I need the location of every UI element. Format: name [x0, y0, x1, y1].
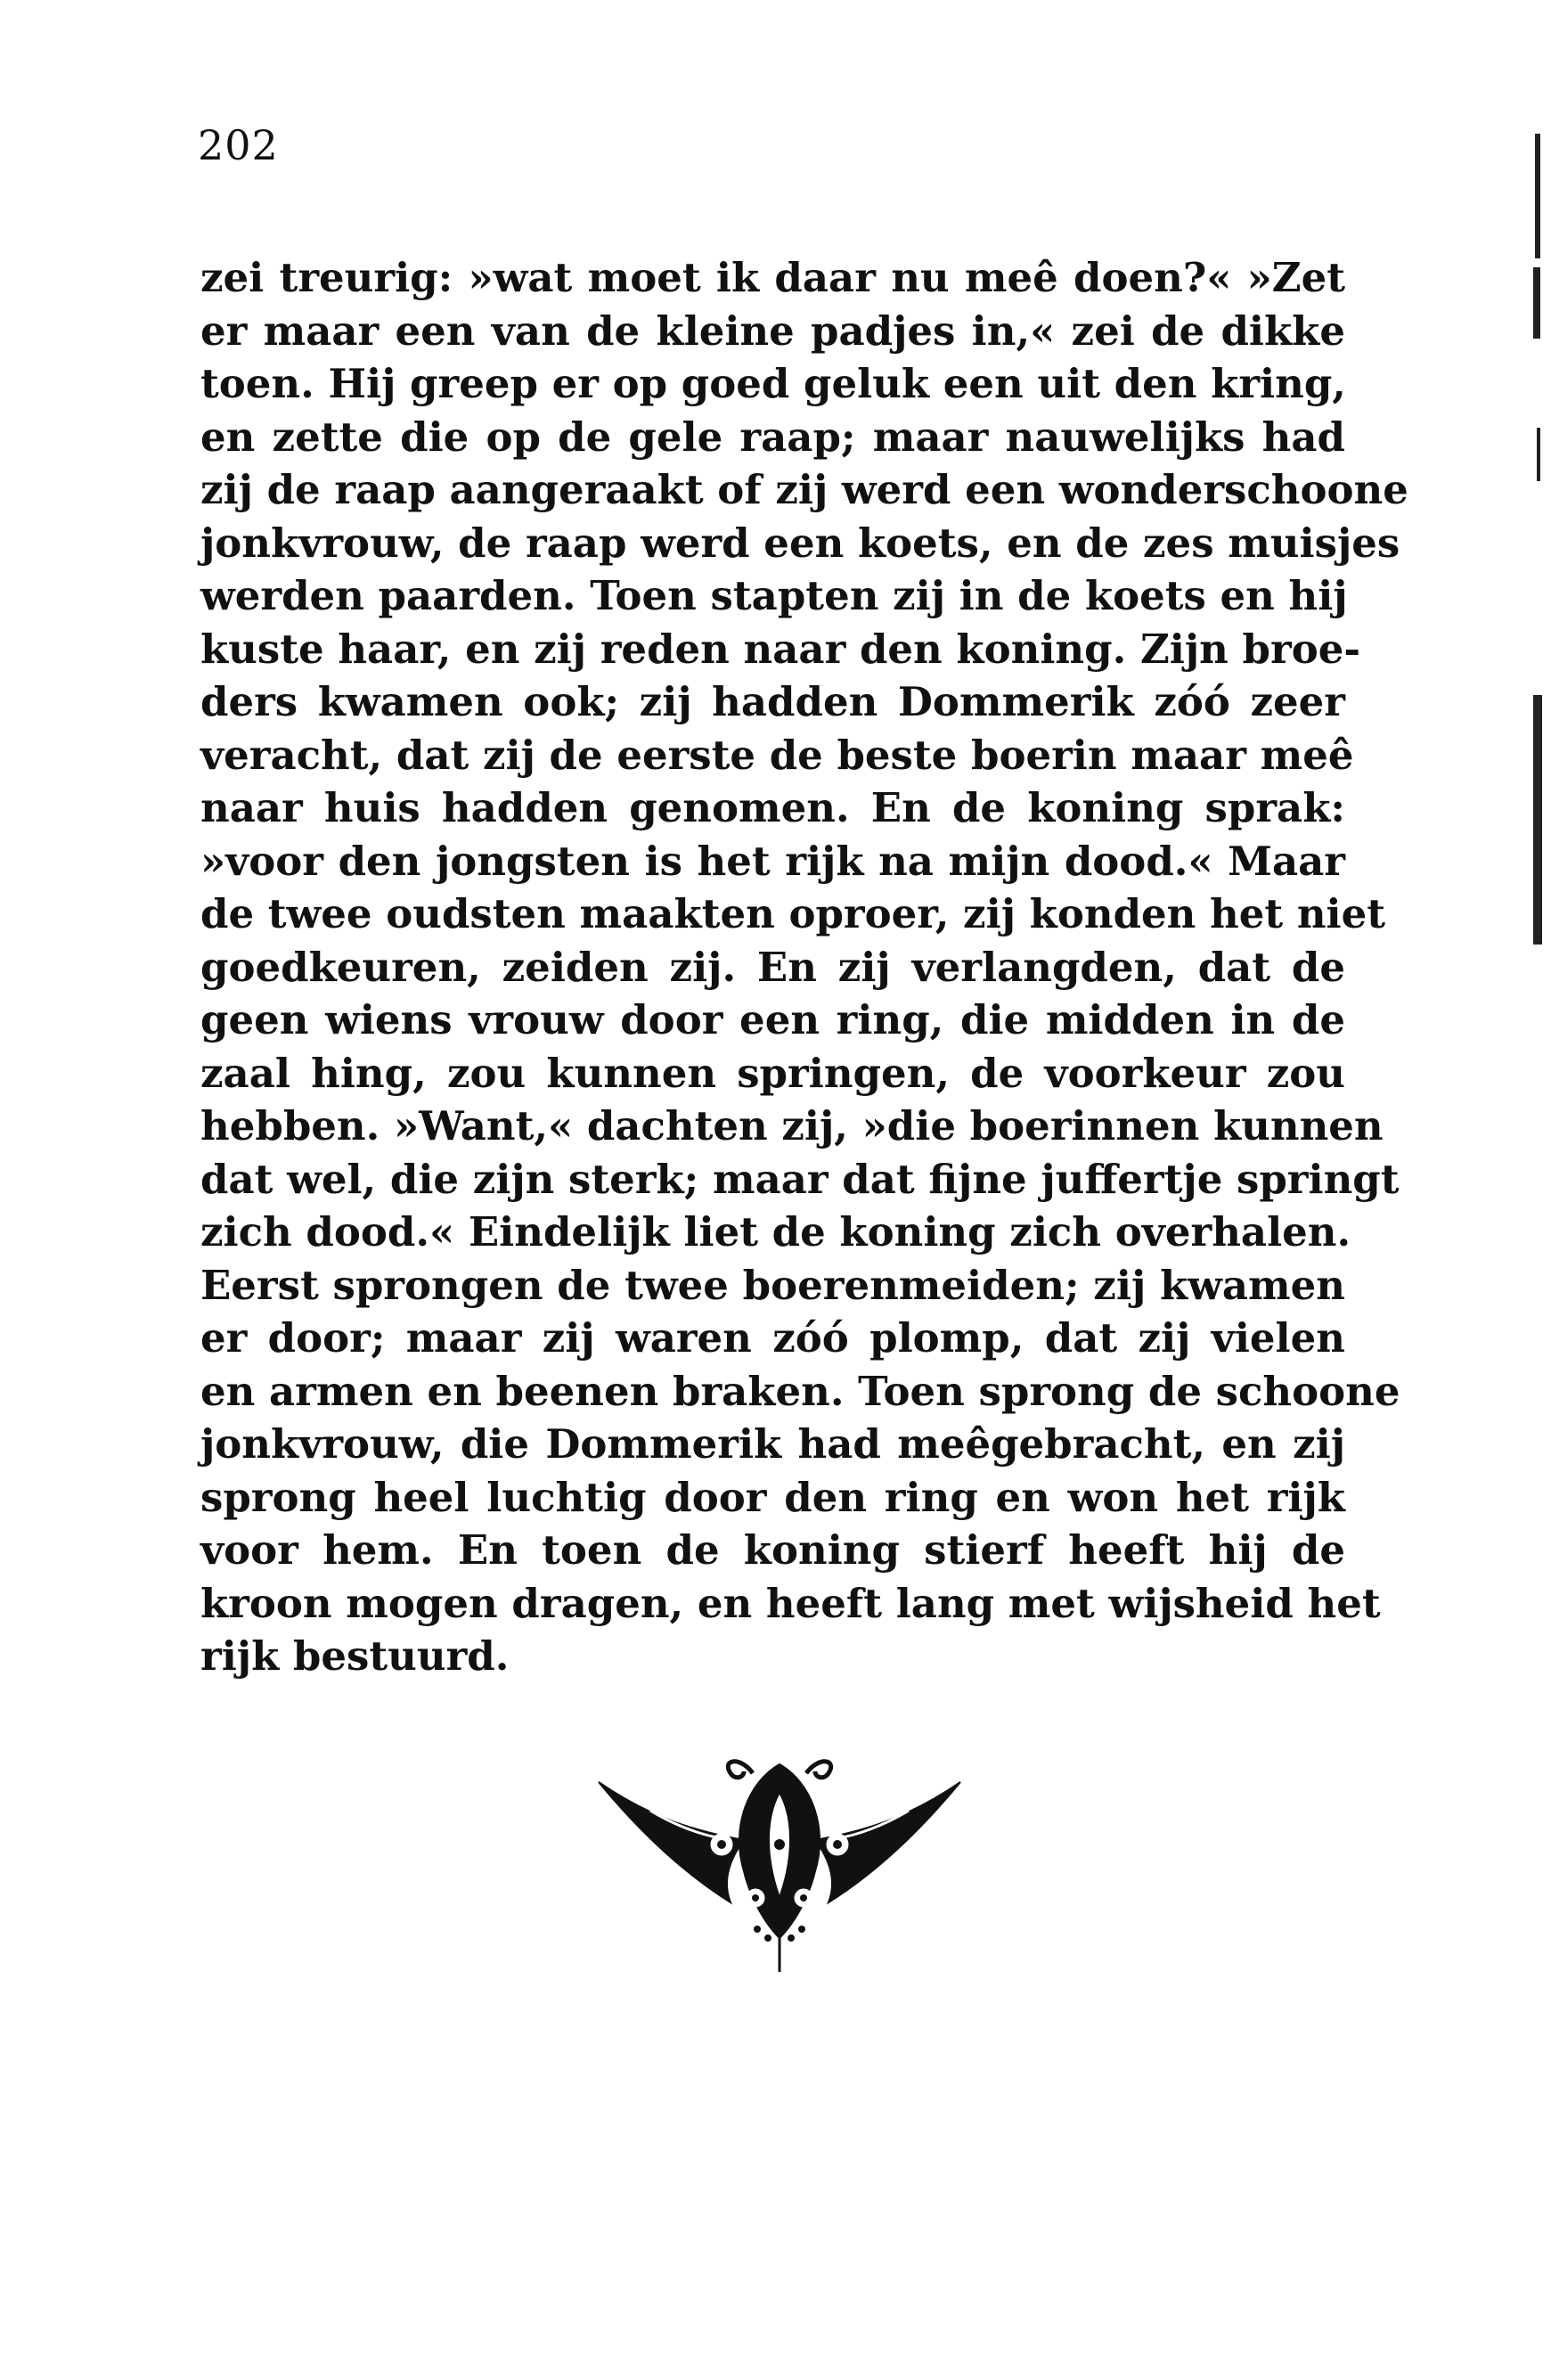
- text-line: goedkeuren, zeiden zij. En zij verlangden, dat de: [200, 943, 1345, 991]
- text-line: zaal hing, zou kunnen springen, de voorkeur zou: [200, 1049, 1345, 1097]
- text-line: rijk bestuurd.: [200, 1632, 510, 1680]
- text-line: jonkvrouw, die Dommerik had meêgebracht, en zij: [200, 1420, 1345, 1468]
- text-line: zei treurig: »wat moet ik daar nu meê doen?« »Zet: [200, 254, 1345, 301]
- text-line: en armen en beenen braken. Toen sprong de schoone: [200, 1367, 1400, 1415]
- text-line: ders kwamen ook; zij hadden Dommerik zóó zeer: [200, 678, 1345, 725]
- text-line: kroon mogen dragen, en heeft lang met wijsheid het: [200, 1579, 1381, 1627]
- text-line: er maar een van de kleine padjes in,« zei de dikke: [200, 307, 1345, 355]
- text-line: »voor den jongsten is het rijk na mijn dood.« Maar: [200, 837, 1345, 885]
- text-line: werden paarden. Toen stapten zij in de koets en hij: [200, 572, 1348, 619]
- text-line: naar huis hadden genomen. En de koning sprak:: [200, 784, 1345, 831]
- body-text: [200, 251, 1408, 1683]
- text-line: zij de raap aangeraakt of zij werd een wonderschoone: [200, 466, 1408, 513]
- text-line: hebben. »Want,« dachten zij, »die boerinnen kunnen: [200, 1102, 1384, 1149]
- text-line: jonkvrouw, de raap werd een koets, en de zes muisjes: [200, 519, 1400, 567]
- text-line: sprong heel luchtig door den ring en won het rijk: [200, 1473, 1345, 1521]
- text-line: kuste haar, en zij reden naar den koning. Zijn broe-: [200, 625, 1361, 673]
- text-line: Eerst sprongen de twee boerenmeiden; zij kwamen: [200, 1261, 1345, 1309]
- tailpiece-ornament-icon: [597, 1746, 962, 1974]
- text-line: en zette die op de gele raap; maar nauwelijks had: [200, 413, 1345, 461]
- text-line: er door; maar zij waren zóó plomp, dat zij vielen: [200, 1314, 1345, 1362]
- page-number: 202: [198, 121, 279, 169]
- text-line: geen wiens vrouw door een ring, die midden in de: [200, 996, 1345, 1043]
- page-edge-shadow: [1524, 0, 1551, 1069]
- text-line: voor hem. En toen de koning stierf heeft hij de: [200, 1526, 1345, 1574]
- text-line: veracht, dat zij de eerste de beste boerin maar meê: [200, 731, 1354, 779]
- text-line: toen. Hij greep er op goed geluk een uit den kring,: [200, 360, 1346, 407]
- text-line: de twee oudsten maakten oproer, zij konden het niet: [200, 890, 1386, 937]
- text-line: zich dood.« Eindelijk liet de koning zich overhalen.: [200, 1208, 1351, 1255]
- text-line: dat wel, die zijn sterk; maar dat fijne juffertje springt: [200, 1155, 1400, 1203]
